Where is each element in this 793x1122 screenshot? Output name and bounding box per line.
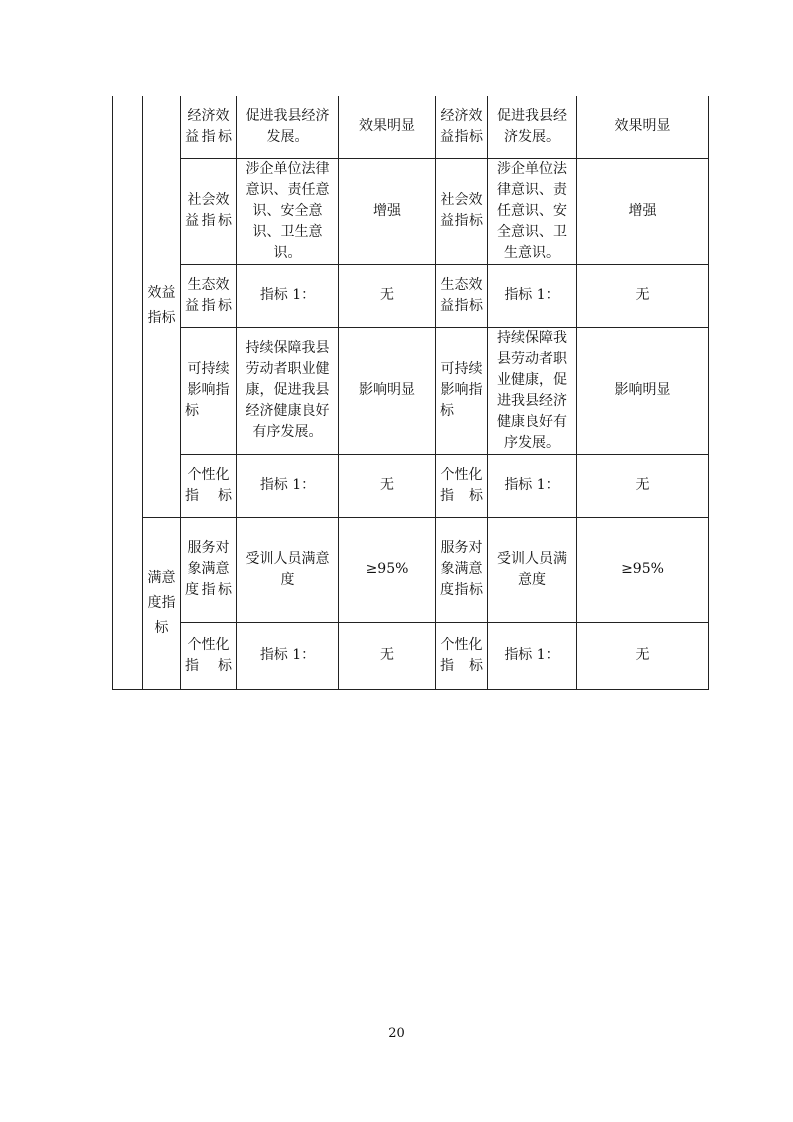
sub-indicator-cell: 个性化指标 (181, 454, 237, 517)
actual-value-cell: ≥95% (577, 517, 709, 622)
table-row (113, 454, 709, 517)
actual-content-cell: 涉企单位法律意识、责任意识、安全意识、卫生意识。 (488, 158, 577, 264)
leading-blank-cell (113, 96, 143, 689)
actual-value-cell: 无 (577, 454, 709, 517)
sub-indicator-cell: 个性化指标 (181, 622, 237, 689)
sub-indicator-cell: 社会效益指标 (181, 158, 237, 264)
sub-indicator-cell: 经济效益指标 (181, 96, 237, 158)
table-row (113, 158, 709, 264)
performance-indicator-table (112, 96, 709, 690)
actual-sub-indicator-cell: 经济效益指标 (436, 96, 488, 158)
table-row (113, 264, 709, 327)
actual-content-cell: 受训人员满意度 (488, 517, 577, 622)
sub-indicator-cell: 生态效益指标 (181, 264, 237, 327)
actual-sub-indicator-cell: 社会效益指标 (436, 158, 488, 264)
actual-content-cell: 促进我县经济发展。 (488, 96, 577, 158)
target-value-cell: 无 (339, 454, 436, 517)
target-content-cell: 涉企单位法律意识、责任意识、安全意识、卫生意识。 (237, 158, 339, 264)
actual-content-cell: 持续保障我县劳动者职业健康，促进我县经济健康良好有序发展。 (488, 327, 577, 454)
target-value-cell: 影响明显 (339, 327, 436, 454)
page-number: 20 (388, 1026, 405, 1041)
target-content-cell: 指标 1： (237, 622, 339, 689)
target-value-cell: 无 (339, 622, 436, 689)
target-value-cell: ≥95% (339, 517, 436, 622)
actual-value-cell: 影响明显 (577, 327, 709, 454)
actual-sub-indicator-cell: 个性化指标 (436, 622, 488, 689)
table-row (113, 622, 709, 689)
actual-value-cell: 增强 (577, 158, 709, 264)
actual-content-cell: 指标 1： (488, 622, 577, 689)
actual-sub-indicator-cell: 生态效益指标 (436, 264, 488, 327)
actual-sub-indicator-cell: 个性化指标 (436, 454, 488, 517)
actual-content-cell: 指标 1： (488, 454, 577, 517)
target-content-cell: 指标 1： (237, 454, 339, 517)
target-content-cell: 受训人员满意度 (237, 517, 339, 622)
actual-value-cell: 无 (577, 622, 709, 689)
table-row (113, 96, 709, 158)
sub-indicator-cell: 服务对象满意度指标 (181, 517, 237, 622)
category-cell: 效益指标 (143, 96, 181, 517)
target-value-cell: 效果明显 (339, 96, 436, 158)
sub-indicator-cell: 可持续影响指标 (181, 327, 237, 454)
target-value-cell: 增强 (339, 158, 436, 264)
table-row (113, 327, 709, 454)
table-row (113, 517, 709, 622)
target-value-cell: 无 (339, 264, 436, 327)
actual-content-cell: 指标 1： (488, 264, 577, 327)
target-content-cell: 持续保障我县劳动者职业健康，促进我县经济健康良好有序发展。 (237, 327, 339, 454)
actual-value-cell: 效果明显 (577, 96, 709, 158)
target-content-cell: 指标 1： (237, 264, 339, 327)
actual-value-cell: 无 (577, 264, 709, 327)
actual-sub-indicator-cell: 服务对象满意度指标 (436, 517, 488, 622)
actual-sub-indicator-cell: 可持续影响指标 (436, 327, 488, 454)
target-content-cell: 促进我县经济发展。 (237, 96, 339, 158)
category-cell: 满意度指标 (143, 517, 181, 689)
